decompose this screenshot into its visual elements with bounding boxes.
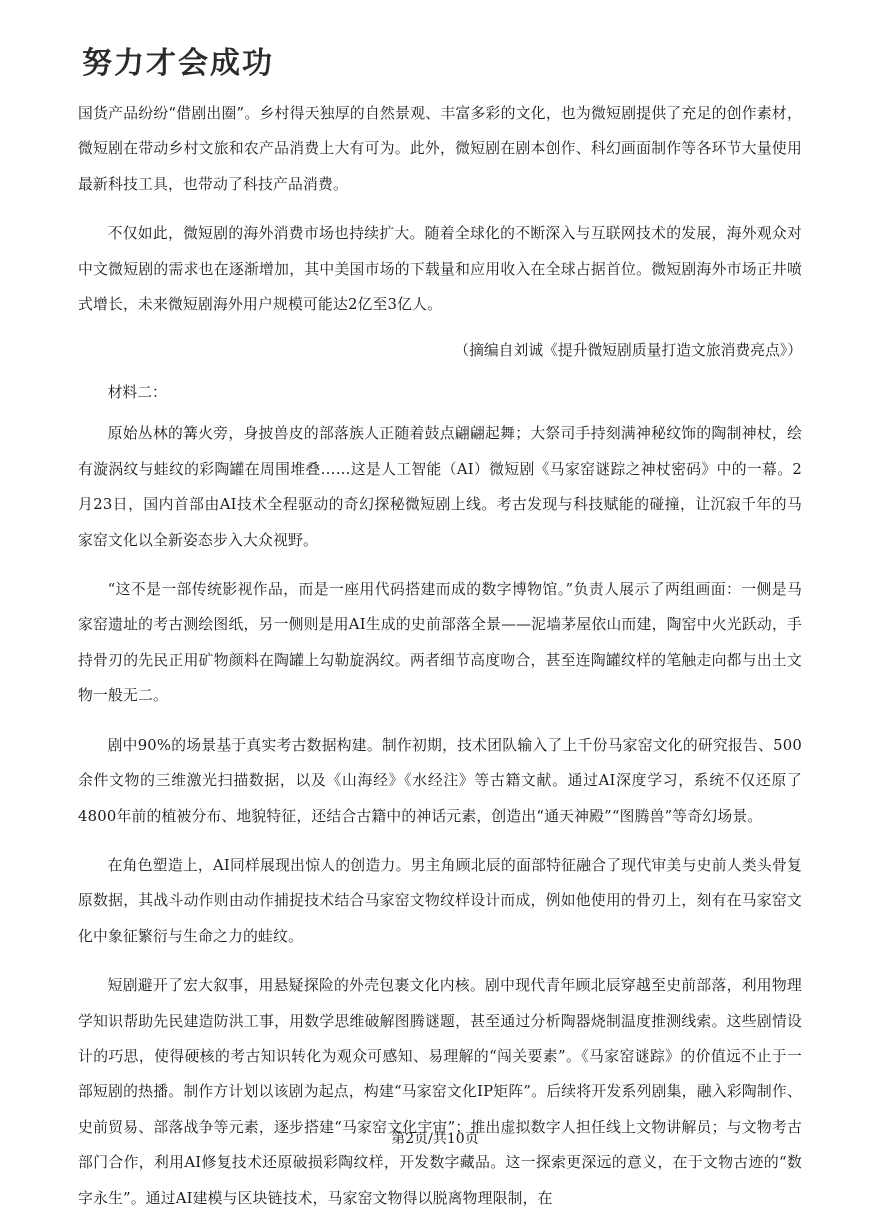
paragraph: 短剧避开了宏大叙事，用悬疑探险的外壳包裹文化内核。剧中现代青年顾北辰穿越至史前部落，利用物理学知识帮助先民建造防洪工事，用数学思维破解图腾谜题，甚至通过分析陶器烧制温度推测线索。这些剧情设计的巧思，使得硬核的考古知识转化为观众可感知、易理解的“闯关要素”。《马家窑谜踪》的价值远不止于一部短剧的热播。制作方计划以该剧为起点，构建“马家窑文化IP矩阵”。后续将开发系列剧集，融入彩陶制作、史前贸易、部落战争等元素，逐步搭建“马家窑文化宇宙”；推出虚拟数字人担任线上文物讲解员；与文物考古部门合作，利用AI修复技术还原破损彩陶纹样，开发数字藏品。这一探索更深远的意义，在于文物古迹的“数字永生”。通过AI建模与区块链技术，马家窑文物得以脱离物理限制，在 [78,977,802,1207]
paragraph: 不仅如此，微短剧的海外消费市场也持续扩大。随着全球化的不断深入与互联网技术的发展，海外观众对中文微短剧的需求也在逐渐增加，其中美国市场的下载量和应用收入在全球占据首位。微短剧海外市场正井喷式增长，未来微短剧海外用户规模可能达2亿至3亿人。 [78,225,802,314]
section-label-material-2: 材料二： [107,384,167,402]
page-header-title: 努力才会成功 [82,46,274,81]
paragraph: “这不是一部传统影视作品，而是一座用代码搭建而成的数字博物馆。”负责人展示了两组画面：一侧是马家窑遗址的考古测绘图纸，另一侧则是用AI生成的史前部落全景——泥墙茅屋依山而建，陶窑中火光跃动，手持骨刃的先民正用矿物颜料在陶罐上勾勒旋涡纹。两者细节高度吻合，甚至连陶罐纹样的笔触走向都与出土文物一般无二。 [78,581,802,705]
paragraph-continuation: 国货产品纷纷“借剧出圈”。乡村得天独厚的自然景观、丰富多彩的文化，也为微短剧提供了充足的创作素材，微短剧在带动乡村文旅和农产品消费上大有可为。此外，微短剧在剧本创作、科幻画面制作等各环节大量使用最新科技工具，也带动了科技产品消费。 [78,105,802,193]
document-body [78,96,802,1230]
paragraph: 剧中90%的场景基于真实考古数据构建。制作初期，技术团队输入了上千份马家窑文化的研究报告、500余件文物的三维激光扫描数据，以及《山海经》《水经注》等古籍文献。通过AI深度学习，系统不仅还原了4800年前的植被分布、地貌特征，还结合古籍中的神话元素，创造出“通天神殿”“图腾兽”等奇幻场景。 [78,736,802,825]
page-number: 第2页/共10页 [391,1131,479,1147]
paragraph: 在角色塑造上，AI同样展现出惊人的创造力。男主角顾北辰的面部特征融合了现代审美与史前人类头骨复原数据，其战斗动作则由动作捕捉技术结合马家窑文物纹样设计而成，例如他使用的骨刃上，刻有在马家窑文化中象征繁衍与生命之力的蛙纹。 [78,856,802,945]
paragraph: 原始丛林的篝火旁，身披兽皮的部落族人正随着鼓点翩翩起舞；大祭司手持刻满神秘纹饰的陶制神杖，绘有漩涡纹与蛙纹的彩陶罐在周围堆叠……这是人工智能（AI）微短剧《马家窑谜踪之神杖密码》中的一幕。2月23日，国内首部由AI技术全程驱动的奇幻探秘微短剧上线。考古发现与科技赋能的碰撞，让沉寂千年的马家窑文化以全新姿态步入大众视野。 [78,425,802,549]
source-citation: （摘编自刘诚《提升微短剧质量打造文旅消费亮点》） [454,342,802,360]
